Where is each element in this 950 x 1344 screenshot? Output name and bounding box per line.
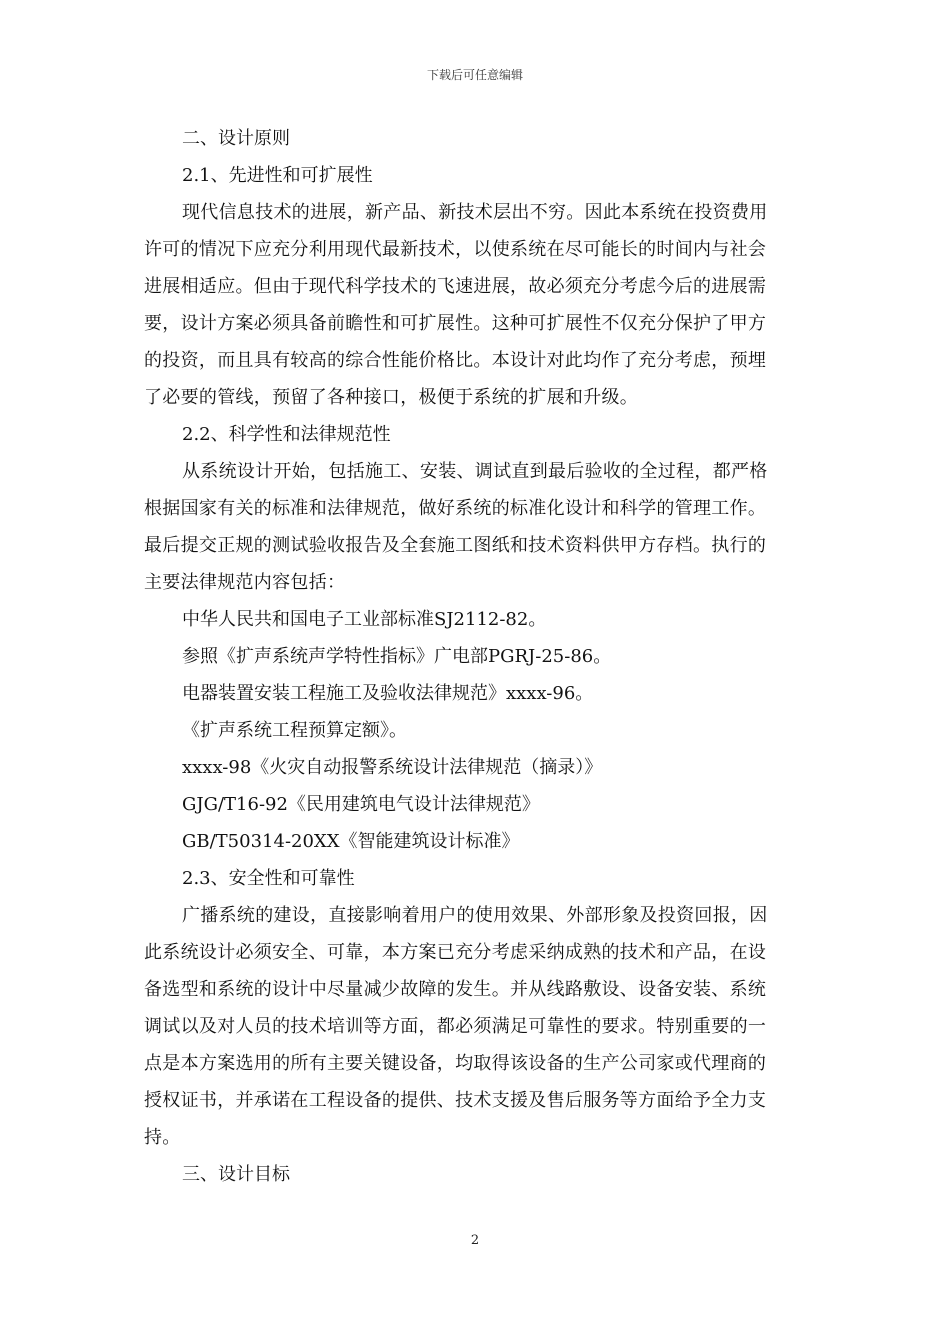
standard-item: 电器装置安装工程施工及验收法律规范》xxxx-96。 [182, 683, 594, 704]
section-heading-design-principles: 二、设计原则 [182, 128, 290, 149]
paragraph-line: 授权证书，并承诺在工程设备的提供、技术支援及售后服务等方面给予全力支 [144, 1090, 767, 1111]
standard-item: GB/T50314-20XX《智能建筑设计标准》 [182, 831, 520, 852]
document-body [144, 123, 808, 1196]
paragraph-line: 持。 [144, 1127, 181, 1148]
paragraph-line: 点是本方案选用的所有主要关键设备，均取得该设备的生产公司家或代理商的 [144, 1053, 767, 1074]
paragraph-safety-reliability [144, 900, 808, 1154]
page-header: 下载后可任意编辑 [426, 68, 523, 82]
paragraph-line: 许可的情况下应充分利用现代最新技术，以使系统在尽可能长的时间内与社会 [144, 239, 767, 260]
paragraph-line: 要，设计方案必须具备前瞻性和可扩展性。这种可扩展性不仅充分保护了甲方 [144, 313, 767, 334]
paragraph-line: 现代信息技术的进展，新产品、新技术层出不穷。因此本系统在投资费用 [182, 202, 768, 223]
paragraph-line: 此系统设计必须安全、可靠，本方案已充分考虑采纳成熟的技术和产品，在设 [144, 942, 767, 963]
paragraph-scientific-standards [144, 456, 808, 599]
standard-item: 《扩声系统工程预算定额》。 [182, 720, 407, 741]
paragraph-line: 主要法律规范内容包括： [144, 572, 346, 593]
section-heading-design-goals: 三、设计目标 [182, 1164, 290, 1185]
paragraph-line: 调试以及对人员的技术培训等方面，都必须满足可靠性的要求。特别重要的一 [144, 1016, 767, 1037]
standard-item: 中华人民共和国电子工业部标准SJ2112-82。 [182, 609, 547, 630]
standard-item: 参照《扩声系统声学特性指标》广电部PGRJ-25-86。 [182, 646, 612, 667]
paragraph-advanced-scalable [144, 197, 808, 414]
standard-item: GJG/T16-92《民用建筑电气设计法律规范》 [182, 794, 540, 815]
paragraph-line: 了必要的管线，预留了各种接口，极便于系统的扩展和升级。 [144, 387, 639, 408]
subsection-heading-advanced-scalable: 2.1、先进性和可扩展性 [182, 165, 373, 186]
subsection-heading-scientific-standards: 2.2、科学性和法律规范性 [182, 424, 391, 445]
paragraph-line: 的投资，而且具有较高的综合性能价格比。本设计对此均作了充分考虑，预埋 [144, 350, 767, 371]
paragraph-line: 最后提交正规的测试验收报告及全套施工图纸和技术资料供甲方存档。执行的 [144, 535, 767, 556]
paragraph-line: 进展相适应。但由于现代科学技术的飞速进展，故必须充分考虑今后的进展需 [144, 276, 767, 297]
paragraph-line: 从系统设计开始，包括施工、安装、调试直到最后验收的全过程，都严格 [182, 461, 768, 482]
paragraph-line: 广播系统的建设，直接影响着用户的使用效果、外部形象及投资回报，因 [182, 905, 768, 926]
page-number: 2 [470, 1233, 480, 1248]
paragraph-line: 根据国家有关的标准和法律规范，做好系统的标准化设计和科学的管理工作。 [144, 498, 767, 519]
paragraph-line: 备选型和系统的设计中尽量减少故障的发生。并从线路敷设、设备安装、系统 [144, 979, 767, 1000]
subsection-heading-safety-reliability: 2.3、安全性和可靠性 [182, 868, 355, 889]
standard-item: xxxx-98《火灾自动报警系统设计法律规范（摘录）》 [182, 757, 603, 778]
